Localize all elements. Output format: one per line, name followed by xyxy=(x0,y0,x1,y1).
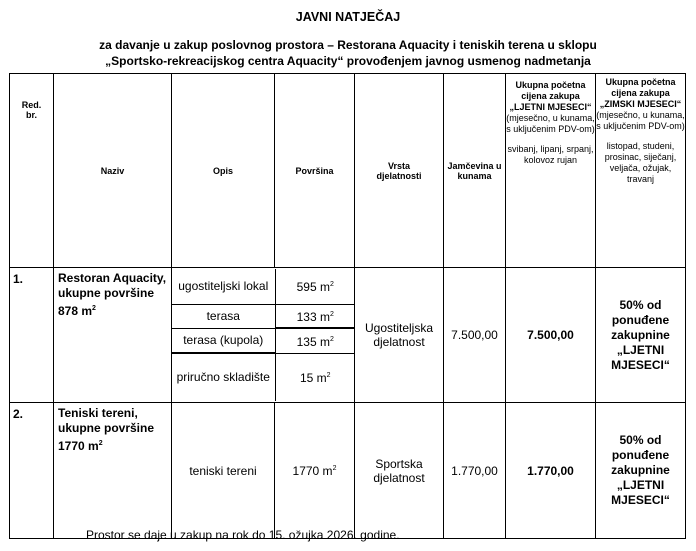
item-povrsina: 135 $m^2$ xyxy=(275,328,355,353)
row-ljetni: 1.770,00 xyxy=(506,403,596,539)
row-jamcevina: 7.500,00 xyxy=(444,268,506,403)
header-ljetni-note: (mjesečno, u kunama, s uključenim PDV-om) xyxy=(506,113,595,134)
table-row xyxy=(10,403,686,539)
item-opis: ugostiteljski lokal xyxy=(172,269,275,304)
item-opis: terasa xyxy=(172,304,275,328)
header-opis: Opis xyxy=(172,74,275,268)
row-items xyxy=(172,268,355,403)
sub-item xyxy=(172,269,355,304)
table-header-row xyxy=(10,74,686,268)
sub-items-table xyxy=(172,269,355,401)
item-opis: terasa (kupola) xyxy=(172,328,275,353)
sub-item xyxy=(172,304,355,328)
row-naziv: Restoran Aquacity, ukupne površine 878 $m^2$ xyxy=(54,268,172,403)
row-number: 1. xyxy=(10,268,54,403)
sub-item xyxy=(172,328,355,353)
subtitle-line-1: za davanje u zakup poslovnog prostora – Restorana Aquacity i teniskih terena u sklopu xyxy=(99,38,597,52)
row-number: 2. xyxy=(10,403,54,539)
header-zimski-note: (mjesečno, u kunama, s uključenim PDV-om) xyxy=(596,110,685,131)
document-subtitle xyxy=(0,37,696,69)
header-povrsina: Površina xyxy=(275,74,355,268)
row-naziv: Teniski tereni, ukupne površine 1770 $m^2$ xyxy=(54,403,172,539)
header-zimski xyxy=(596,74,686,268)
row-zimski: 50% od ponuđene zakupnine „LJETNI MJESECI“ xyxy=(596,268,686,403)
item-povrsina: 15 $m^2$ xyxy=(299,371,331,386)
header-vrsta: Vrsta djelatnosti xyxy=(355,74,444,268)
row-ljetni: 7.500,00 xyxy=(506,268,596,403)
row-opis: teniski tereni xyxy=(172,403,275,539)
item-povrsina: 133 $m^2$ xyxy=(275,304,355,328)
tender-table xyxy=(9,73,686,539)
row-jamcevina: 1.770,00 xyxy=(444,403,506,539)
header-naziv: Naziv xyxy=(54,74,172,268)
header-zimski-title: Ukupna početna cijena zakupa „ZIMSKI MJESECI“ xyxy=(599,77,682,109)
item-opis: priručno skladište xyxy=(172,353,275,401)
row-vrsta: Sportska djelatnost xyxy=(355,403,444,539)
header-ljetni-months: svibanj, lipanj, srpanj, kolovoz rujan xyxy=(507,144,594,165)
header-zimski-months: listopad, studeni, prosinac, siječanj, veljača, ožujak, travanj xyxy=(604,141,677,184)
row-povrsina: 1770 $m^2$ xyxy=(275,403,355,539)
document-title: JAVNI NATJEČAJ xyxy=(295,10,401,24)
sub-item xyxy=(172,353,355,401)
header-jamcevina: Jamčevina u kunama xyxy=(444,74,506,268)
row-vrsta: Ugostiteljska djelatnost xyxy=(355,268,444,403)
header-ljetni-title: Ukupna početna cijena zakupa „LJETNI MJESECI“ xyxy=(509,80,592,112)
header-red-br: Red. br. xyxy=(10,74,54,268)
row-zimski: 50% od ponuđene zakupnine „LJETNI MJESECI“ xyxy=(596,403,686,539)
footer-note: Prostor se daje u zakup na rok do 15. ožujka 2026. godine. xyxy=(86,528,400,542)
item-povrsina: 595 $m^2$ xyxy=(275,269,355,304)
table-row xyxy=(10,268,686,403)
header-ljetni xyxy=(506,74,596,268)
subtitle-line-2: „Sportsko-rekreacijskog centra Aquacity“ provođenjem javnog usmenog nadmetanja xyxy=(105,54,591,68)
